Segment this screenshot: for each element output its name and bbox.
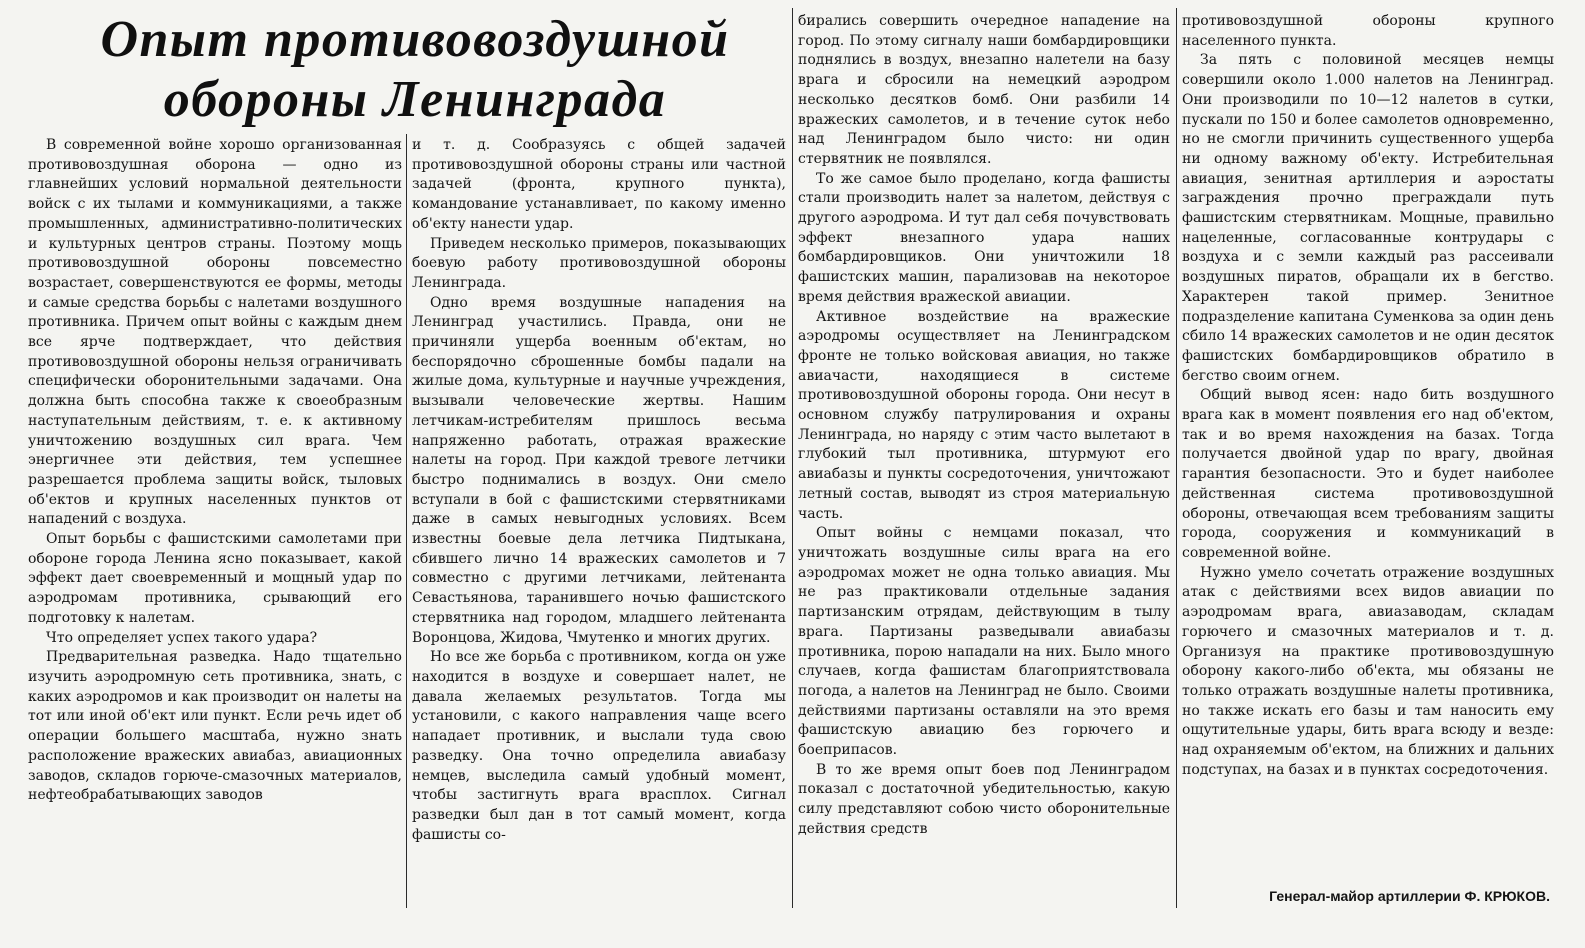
author-signature: Генерал-майор артиллерии Ф. КРЮКОВ. xyxy=(1269,888,1550,904)
article-paragraph: Опыт войны с немцами показал, что уничтожать воздушные силы врага на его аэродромах может не одна только авиация. Мы не раз практиковали отдельные задания партизанским отрядам, действующим в тылу врага. Партизаны разведывали авиабазы противника, порою нападали на них. Было много случаев, когда фашистам благоприятствовала погода, а налетов на Ленинград не было. Своими действиями партизаны оставляли на это время фашистскую авиацию без горючего и боеприпасов. xyxy=(798,525,1170,759)
article-paragraph: Общий вывод ясен: надо бить воздушного врага как в момент появления его над об'ектом, так и во время нахождения на базах. Тогда получается двойной удар по врагу, двойная гарантия безопасности. Это и будет наиболее действенная система противовоздушной обороны, отвечающая всем требованиям защиты города, сооружения и коммуникаций в современной войне. xyxy=(1182,387,1554,561)
article-column-3 xyxy=(798,12,1170,940)
column-rule xyxy=(792,8,793,908)
article-paragraph: бирались совершить очередное нападение на город. По этому сигналу наши бомбардировщики поднялись в воздух, внезапно налетели на базу врага и сбросили на немецкий аэродром несколько десятков бомб. Они разбили 14 вражеских самолетов, и в течение суток небо над Ленинградом было чисто: ни один стервятник не появлялся. xyxy=(798,13,1170,167)
column-rule xyxy=(406,134,407,908)
article-paragraph: В современной войне хорошо организованная противовоздушная оборона — одно из главнейших условий нормальной деятельности войск с их тылами и коммуникациями, а также промышленных, административно-политических и культурных центров страны. Поэтому мощь противовоздушной обороны повсеместно возрастает, совершенствуются ее формы, методы и самые средства борьбы с налетами воздушного противника. Причем опыт войны с каждым днем все ярче подтверждает, что действия противовоздушной обороны нельзя ограничивать специфически оборонительными задачами. Она должна быть способна также к своеобразным наступательным действиям, т. е. к активному уничтожению воздушных сил врага. Чем энергичнее эти действия, тем успешнее разрешается проблема защиты войск, тыловых об'ектов и крупных населенных пунктов от нападений с воздуха. xyxy=(28,137,402,528)
article-paragraph: Одно время воздушные нападения на Ленинград участились. Правда, они не причиняли ущерба военным об'ектам, но беспорядочно сброшенные бомбы падали на жилые дома, культурные и научные учреждения, вызывали человеческие жертвы. Нашим летчикам-истребителям пришлось весьма напряженно работать, отражая вражеские налеты на город. При каждой тревоге летчики быстро поднимались в воздух. Они смело вступали в бой с фашистскими стервятниками даже в самых невыгодных условиях. Всем известны боевые дела летчика Пидтыкана, сбившего лично 14 вражеских самолетов и 7 совместно с другими летчиками, лейтенанта Севастьянова, таранившего ночью фашистского стервятника над городом, младшего лейтенанта Воронцова, Жидова, Чмутенко и многих других. xyxy=(412,294,786,646)
article-paragraph: Активное воздействие на вражеские аэродромы осуществляет на Ленинградском фронте не только войсковая авиация, но также авиачасти, находящиеся в системе противовоздушной обороны города. Они несут в основном службу патрулирования и охраны Ленинграда, но наряду с этим часто вылетают в глубокий тыл противника, штурмуют его авиабазы и пункты сосредоточения, уничтожают летный состав, выводят из строя материальную часть. xyxy=(798,308,1170,522)
article-paragraph: Нужно умело сочетать отражение воздушных атак с действиями всех видов авиации по аэродромам врага, авиазаводам, складам горючего и смазочных материалов и т. д. Организуя на практике противовоздушную оборону какого-либо об'екта, мы обязаны не только отражать воздушные налеты противника, но также искать его базы и там наносить ему ощутительные удары, бить врага всюду и везде: над охраняемым об'ектом, на ближних и дальних подступах, на базах и в пунктах сосредоточения. xyxy=(1182,564,1554,778)
article-paragraph: Но все же борьба с противником, когда он уже находится в воздухе и совершает налет, не давала желаемых результатов. Тогда мы установили, с какого направления чаще всего нападает противник, и выслали туда свою разведку. Она точно определила авиабазу немцев, выследила самый удобный момент, чтобы застигнуть врага врасплох. Сигнал разведки был дан в тот самый момент, когда фашисты со- xyxy=(412,649,786,843)
article-paragraph: В то же время опыт боев под Ленинградом показал с достаточной убедительностью, какую силу представляют собою чисто оборонительные действия средств xyxy=(798,761,1170,837)
article-paragraph: Приведем несколько примеров, показывающих боевую работу противовоздушной обороны Ленинграда. xyxy=(412,235,786,291)
article-paragraph: противовоздушной обороны крупного населенного пункта. xyxy=(1182,13,1554,49)
column-rule xyxy=(1176,8,1177,908)
article-paragraph: и т. д. Сообразуясь с общей задачей противовоздушной обороны страны или частной задачей (фронта, крупного пункта), командование устанавливает, по какому именно об'екту нанести удар. xyxy=(412,137,786,232)
article-paragraph: То же самое было проделано, когда фашисты стали производить налет за налетом, действуя с другого аэродрома. И тут дал себя почувствовать эффект внезапного удара наших бомбардировщиков. Они уничтожили 18 фашистских машин, парализовав на некоторое время действия вражеской авиации. xyxy=(798,170,1170,305)
article-title: Опыт противовоздушной обороны Ленинграда xyxy=(100,11,730,128)
article-paragraph: Что определяет успех такого удара? xyxy=(46,629,318,646)
article-column-1 xyxy=(28,136,402,940)
article-paragraph: За пять с половиной месяцев немцы совершили около 1.000 налетов на Ленинград. Они производили по 10—12 налетов в сутки, пускали по 150 и более самолетов одновременно, но не смогли причинить существенного ущерба ни одному важному об'екту. Истребительная авиация, зенитная артиллерия и аэростаты заграждения прочно преграждали путь фашистским стервятникам. Мощные, правильно нацеленные, согласованные контрудары с воздуха и с земли каждый раз рассеивали воздушных пиратов, обращали их в бегство. Характерен такой пример. Зенитное подразделение капитана Суменкова за один день сбило 14 вражеских самолетов и не один десяток фашистских бомбардировщиков обратило в бегство своим огнем. xyxy=(1182,52,1554,384)
article-paragraph: Опыт борьбы с фашистскими самолетами при обороне города Ленина ясно показывает, какой эффект дает своевременный и мощный удар по аэродромам противника, срывающий его подготовку к налетам. xyxy=(28,531,402,626)
article-column-4 xyxy=(1182,12,1554,884)
article-paragraph: Предварительная разведка. Надо тщательно изучить аэродромную сеть противника, знать, с каких аэродромов и как производит он налеты на тот или иной об'ект или пункт. Если речь идет об операции большего масштаба, нужно знать расположение вражеских авиабаз, авиационных заводов, складов горюче-смазочных материалов, нефтеобрабатывающих заводов xyxy=(28,649,402,804)
article-column-2 xyxy=(412,136,786,940)
